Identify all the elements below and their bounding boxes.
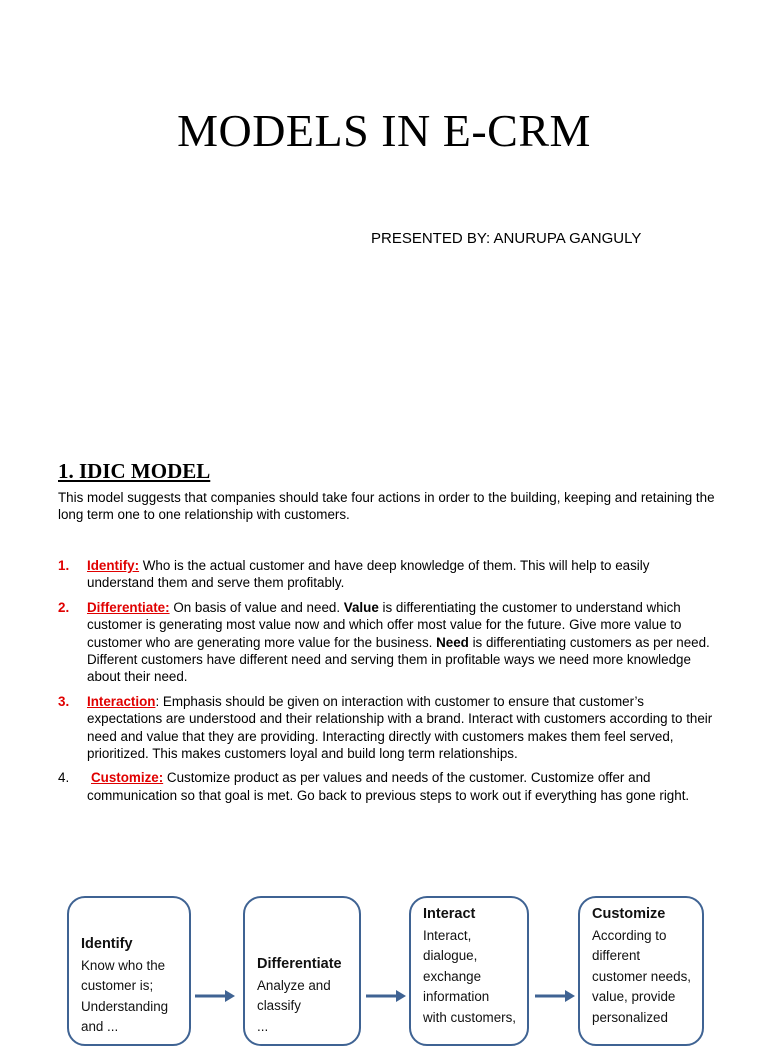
step-number: 3. (58, 693, 70, 709)
step-key: Differentiate: (87, 599, 170, 615)
step-text: On basis of value and need. (169, 599, 344, 615)
step-body (87, 557, 718, 592)
step-identify (58, 557, 718, 592)
step-key: Identify: (87, 558, 140, 573)
steps-list (58, 557, 718, 811)
arrow-right-icon (535, 990, 577, 1002)
box-title: Identify (81, 936, 133, 952)
box-desc: According to different customer needs, value, provide personalized (592, 927, 691, 1025)
step-text: Who is the actual customer and have deep knowledge of them. This will help to easily understand them and serve them profitably. (87, 558, 650, 591)
box-desc: Analyze and classify ... (257, 977, 331, 1034)
box-title: Customize (592, 906, 666, 922)
section-heading: 1. IDIC MODEL (58, 459, 211, 483)
intro-paragraph: This model suggests that companies should take four actions in order to the building, keeping and retaining the long term one to one relationship with customers. (58, 490, 715, 523)
bold-term-value: Value (343, 599, 379, 615)
step-customize (58, 769, 718, 804)
step-differentiate (58, 599, 718, 686)
step-interaction (58, 693, 718, 763)
step-text: : Emphasis should be given on interaction with customer to ensure that customer’s expectations are understood and their relationship with a brand. Interact with customers according to their need and value that they are providing. Interacting directly with customers makes them feel served, prioritized. This makes customers loyal and build long term relationships. (87, 693, 713, 762)
step-text: is differentiating the customer to understand which customer is generating most value now and which offer most value for the future. Give more value to customer who are generating more value for the business. (87, 599, 682, 650)
step-number: 2. (58, 599, 70, 615)
arrow-right-icon (195, 990, 237, 1002)
step-text: Customize product as per values and needs of the customer. Customize offer and communication so that goal is met. Go back to previous steps to work out if everything has gone right. (87, 770, 690, 803)
step-body (87, 769, 718, 804)
arrow-right-icon (366, 990, 408, 1002)
idic-diagram (0, 880, 768, 1034)
step-number: 1. (58, 558, 70, 573)
step-body (87, 599, 718, 686)
step-text: is differentiating customers as per need. Different customers have different need and serving them in profitable ways we need more knowledge about their need. (87, 634, 710, 685)
step-body (87, 693, 718, 763)
box-title: Differentiate (257, 956, 342, 972)
box-title: Interact (423, 906, 476, 922)
step-key: Interaction (87, 693, 156, 709)
step-number: 4. (58, 770, 70, 786)
presenter-line: PRESENTED BY: ANURUPA GANGULY (371, 230, 642, 247)
page-title: MODELS IN E-CRM (177, 105, 591, 156)
step-key: Customize: (91, 770, 164, 786)
box-desc: Know who the customer is; Understanding and ... (81, 957, 169, 1034)
bold-term-need: Need (436, 634, 469, 650)
box-desc: Interact, dialogue, exchange information with customers, (423, 927, 517, 1025)
